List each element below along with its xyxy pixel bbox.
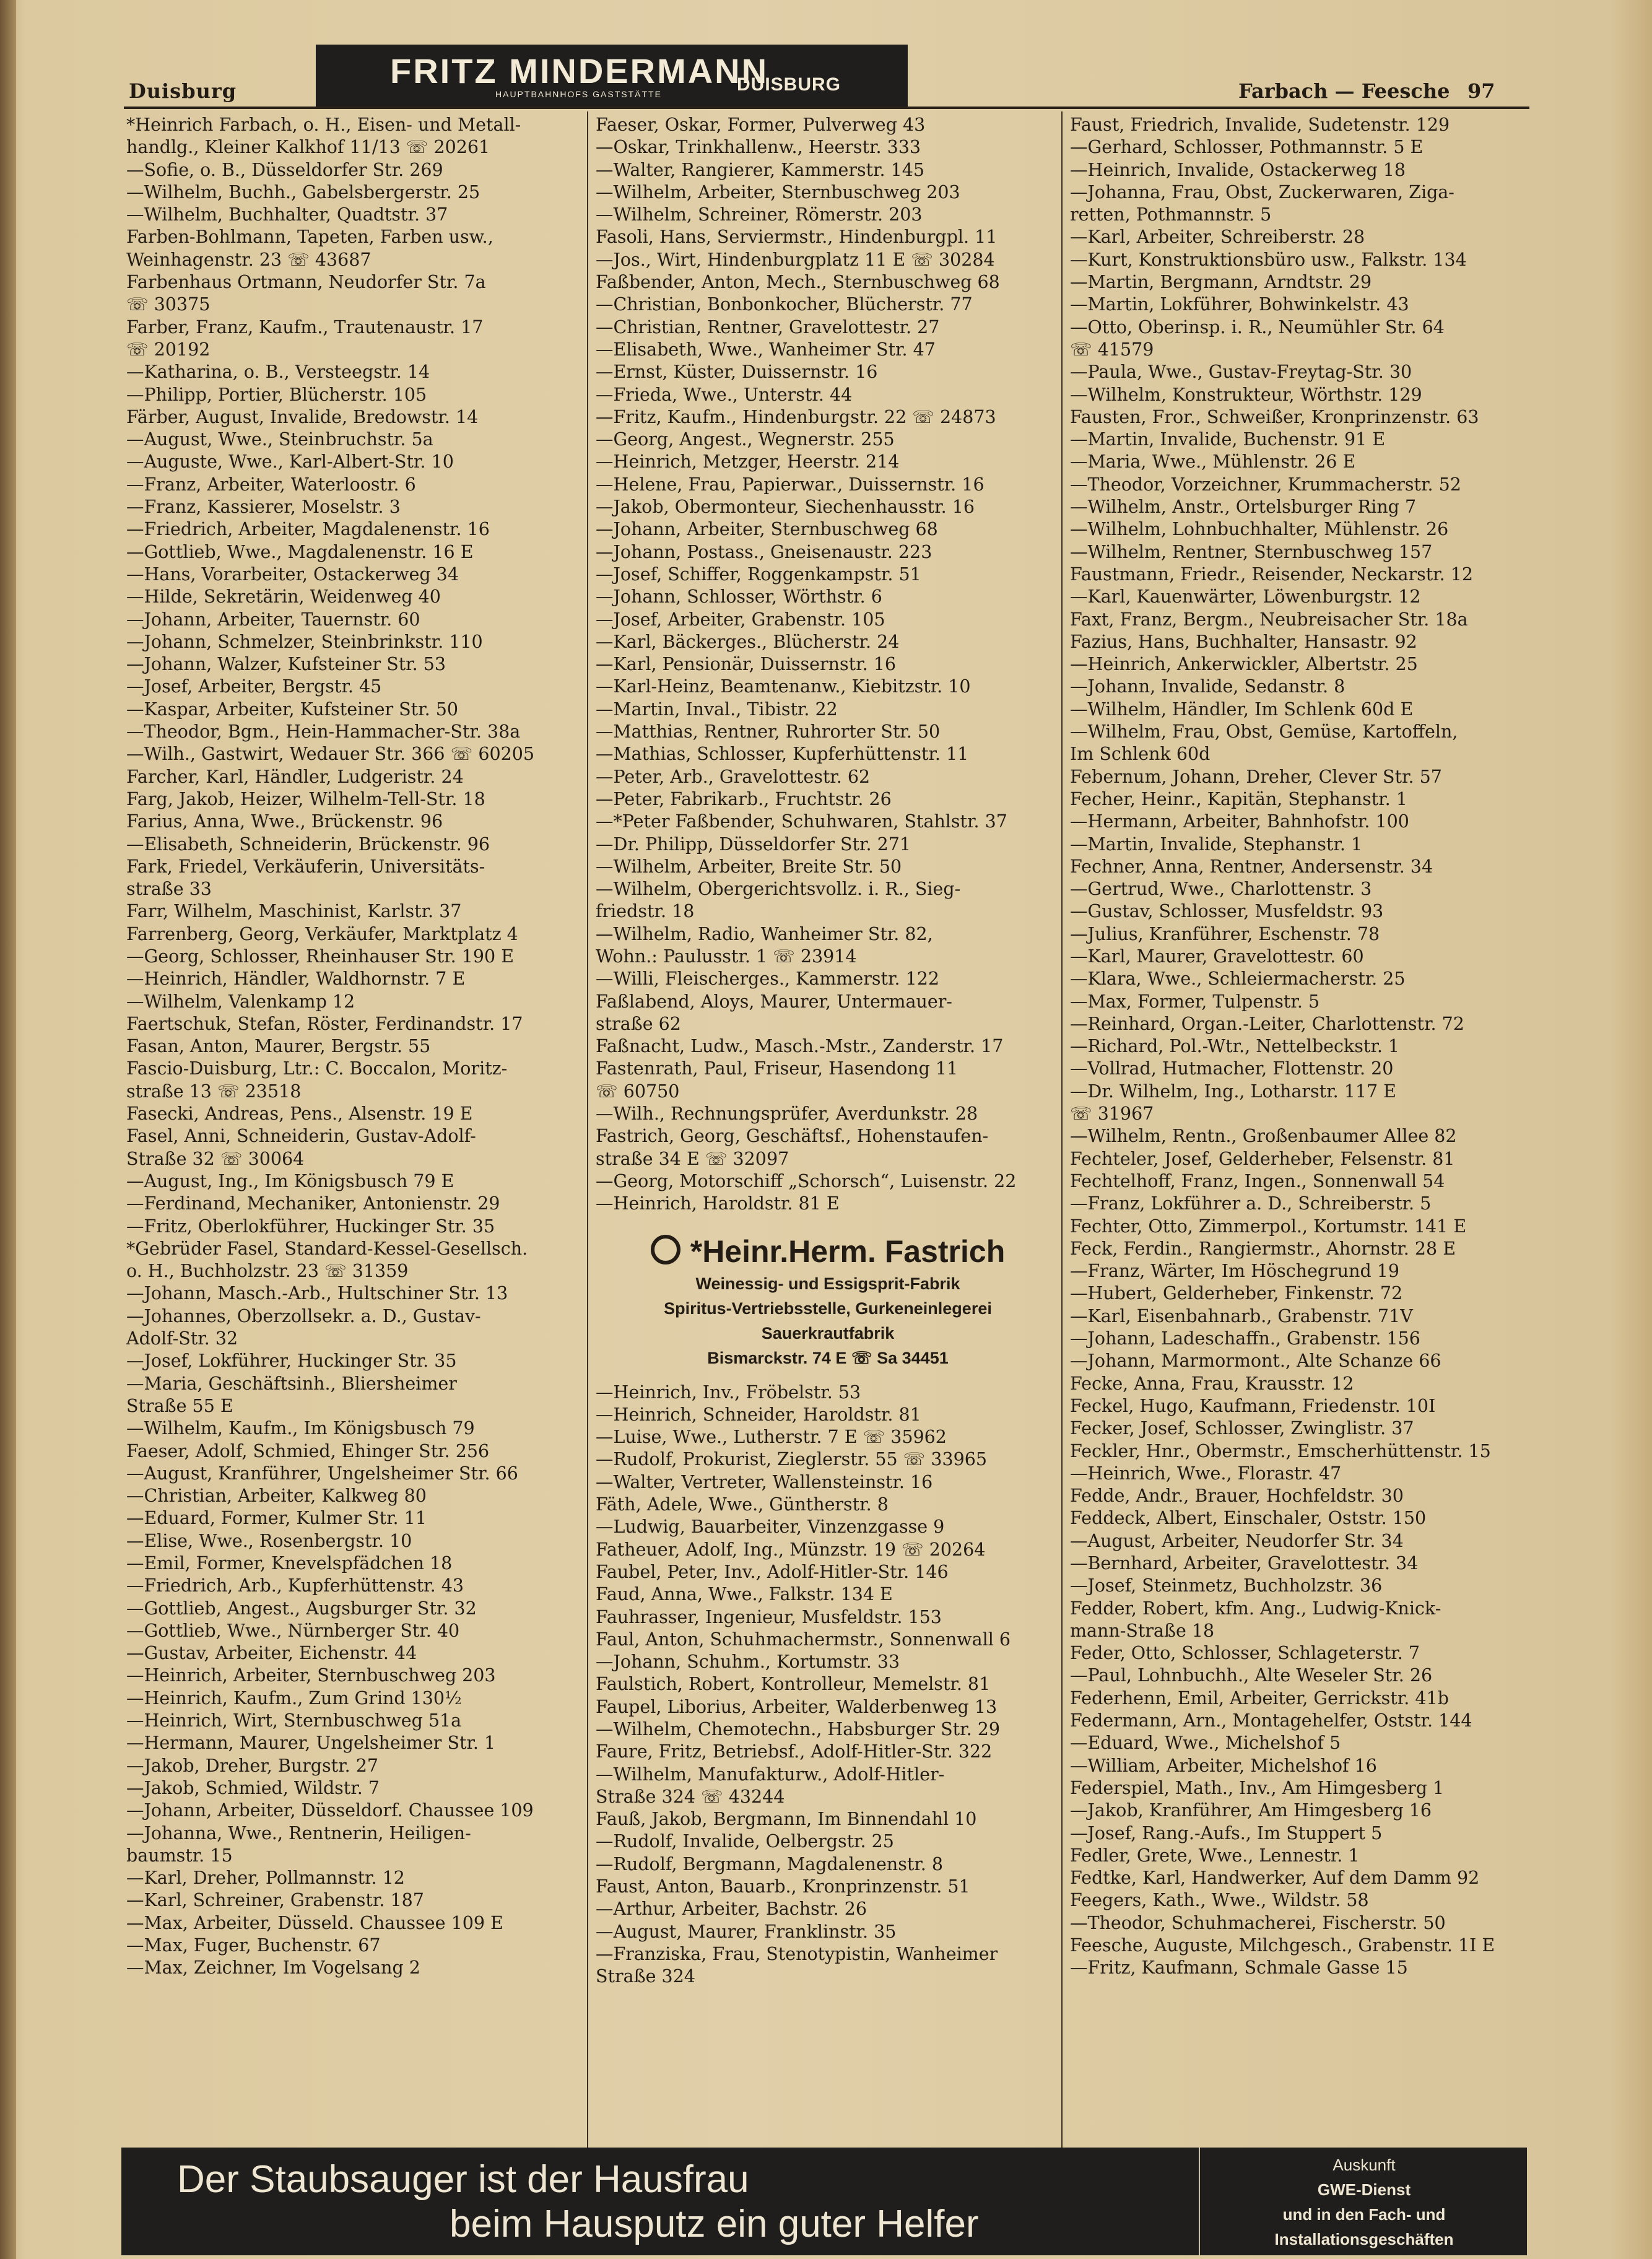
- directory-entry-line: —Gottlieb, Wwe., Nürnberger Str. 40: [126, 1620, 460, 1641]
- directory-entry-line: —Christian, Arbeiter, Kalkweg 80: [126, 1486, 427, 1507]
- directory-entry-line: —Kurt, Konstruktionsbüro usw., Falkstr. 134: [1070, 249, 1467, 270]
- directory-entry-line: —Max, Arbeiter, Düsseld. Chaussee 109 E: [126, 1912, 503, 1933]
- column-2-entries-bottom: [596, 1382, 1060, 1988]
- directory-entry-line: —August, Wwe., Steinbruchstr. 5a: [126, 429, 433, 450]
- directory-entry-line: —Mathias, Schlosser, Kupferhüttenstr. 11: [596, 744, 969, 765]
- directory-entry-line: Fazius, Hans, Buchhalter, Hansastr. 92: [1070, 631, 1417, 652]
- directory-entry-line: —Wilhelm, Lohnbuchhalter, Mühlenstr. 26: [1070, 519, 1449, 540]
- directory-entry-line: Fauhrasser, Ingenieur, Musfeldstr. 153: [596, 1606, 942, 1627]
- directory-entry-line: —Martin, Bergmann, Arndtstr. 29: [1070, 272, 1372, 293]
- directory-entry-line: —Hubert, Gelderheber, Finkenstr. 72: [1070, 1283, 1403, 1304]
- column-divider: [1061, 111, 1063, 2192]
- directory-entry-line: —Gustav, Arbeiter, Eichenstr. 44: [126, 1643, 417, 1664]
- directory-entry-line: Straße 324: [596, 1966, 695, 1987]
- directory-entry-line: —Heinrich, Schneider, Haroldstr. 81: [596, 1404, 921, 1425]
- running-head-city: Duisburg: [129, 79, 237, 103]
- directory-entry-line: —Karl, Eisenbahnarb., Grabenstr. 71V: [1070, 1305, 1413, 1326]
- directory-entry-line: Feddeck, Albert, Einschaler, Oststr. 150: [1070, 1508, 1427, 1529]
- directory-entry-line: —Wilhelm, Händler, Im Schlenk 60d E: [1070, 699, 1414, 720]
- directory-entry-line: —August, Arbeiter, Neudorfer Str. 34: [1070, 1530, 1404, 1551]
- ad-slogan-line-2: beim Hausputz ein guter Helfer: [450, 2203, 979, 2245]
- directory-entry-line: ☏ 60750: [596, 1081, 680, 1102]
- directory-entry-line: Fedder, Robert, kfm. Ang., Ludwig-Knick-: [1070, 1598, 1441, 1619]
- directory-entry-line: baumstr. 15: [126, 1845, 233, 1866]
- directory-entry-line: —Reinhard, Organ.-Leiter, Charlottenstr. 72: [1070, 1013, 1464, 1034]
- directory-entry-line: Faulstich, Robert, Kontrolleur, Memelstr. 81: [596, 1674, 991, 1695]
- directory-entry-line: straße 62: [596, 1013, 681, 1034]
- directory-entry-line: —Heinrich, Metzger, Heerstr. 214: [596, 451, 900, 472]
- directory-entry-line: Fark, Friedel, Verkäuferin, Universitäts-: [126, 856, 485, 877]
- directory-entry-line: —Sofie, o. B., Düsseldorfer Str. 269: [126, 159, 443, 180]
- directory-entry-line: —Martin, Lokführer, Bohwinkelstr. 43: [1070, 294, 1409, 315]
- directory-entry-line: —Josef, Schiffer, Roggenkampstr. 51: [596, 564, 921, 585]
- directory-entry-line: —Willi, Fleischerges., Kammerstr. 122: [596, 968, 939, 990]
- directory-entry-line: —Elisabeth, Wwe., Wanheimer Str. 47: [596, 339, 936, 360]
- directory-entry-line: mann-Straße 18: [1070, 1620, 1215, 1641]
- directory-entry-line: Faertschuk, Stefan, Röster, Ferdinandstr. 17: [126, 1013, 523, 1034]
- directory-entry-line: —Kaspar, Arbeiter, Kufsteiner Str. 50: [126, 699, 459, 720]
- directory-entry-line: —Auguste, Wwe., Karl-Albert-Str. 10: [126, 451, 454, 472]
- directory-entry-line: —Wilhelm, Buchh., Gabelsbergerstr. 25: [126, 181, 480, 202]
- directory-entry-line: retten, Pothmannstr. 5: [1070, 204, 1272, 225]
- directory-entry-line: —Heinrich, Arbeiter, Sternbuschweg 203: [126, 1665, 496, 1686]
- fastrich-ad-address: Bismarckstr. 74 E ☏ Sa 34451: [707, 1348, 949, 1367]
- directory-entry-line: Faustmann, Friedr., Reisender, Neckarstr. 12: [1070, 564, 1474, 585]
- directory-entry-line: —Wilhelm, Konstrukteur, Wörthstr. 129: [1070, 384, 1422, 405]
- directory-entry-line: —Wilhelm, Obergerichtsvollz. i. R., Sieg-: [596, 879, 961, 900]
- directory-entry-line: —Friedrich, Arbeiter, Magdalenenstr. 16: [126, 519, 490, 540]
- directory-entry-line: —Theodor, Bgm., Hein-Hammacher-Str. 38a: [126, 721, 521, 742]
- directory-entry-line: —Jakob, Schmied, Wildstr. 7: [126, 1777, 380, 1798]
- ad-info-line: Installationsgeschäften: [1274, 2230, 1454, 2248]
- directory-entry-line: —Karl, Maurer, Gravelottestr. 60: [1070, 946, 1364, 967]
- directory-entry-line: —Johann, Invalide, Sedanstr. 8: [1070, 676, 1346, 697]
- directory-entry-line: —Gustav, Schlosser, Musfeldstr. 93: [1070, 901, 1384, 922]
- directory-entry-line: Faure, Fritz, Betriebsf., Adolf-Hitler-Str. 322: [596, 1741, 993, 1762]
- fastrich-ad-line: Spiritus-Vertriebsstelle, Gurkeneinlegerei: [664, 1299, 992, 1318]
- directory-entry-line: handlg., Kleiner Kalkhof 11/13 ☏ 20261: [126, 137, 490, 158]
- directory-entry-line: Feesche, Auguste, Milchgesch., Grabenstr. 1I E: [1070, 1935, 1495, 1956]
- directory-entry-line: Farg, Jakob, Heizer, Wilhelm-Tell-Str. 18: [126, 788, 485, 809]
- directory-entry-line: —August, Kranführer, Ungelsheimer Str. 66: [126, 1463, 518, 1484]
- directory-entry-line: —Elisabeth, Schneiderin, Brückenstr. 96: [126, 834, 490, 855]
- directory-entry-line: —Christian, Bonbonkocher, Blücherstr. 77: [596, 294, 973, 315]
- banner-subtitle: HAUPTBAHNHOFS GASTSTÄTTE: [495, 89, 662, 99]
- directory-entry-line: —Eduard, Wwe., Michelshof 5: [1070, 1733, 1341, 1754]
- directory-entry-line: friedstr. 18: [596, 901, 695, 922]
- directory-entry-line: —Josef, Lokführer, Huckinger Str. 35: [126, 1351, 457, 1372]
- directory-entry-line: —Karl, Bäckerges., Blücherstr. 24: [596, 631, 900, 652]
- directory-entry-line: —Johann, Postass., Gneisenaustr. 223: [596, 541, 933, 562]
- directory-entry-line: Wohn.: Paulusstr. 1 ☏ 23914: [596, 946, 857, 967]
- directory-entry-line: Faeser, Adolf, Schmied, Ehinger Str. 256: [126, 1440, 490, 1461]
- directory-entry-line: Im Schlenk 60d: [1070, 744, 1211, 765]
- directory-entry-line: Faßbender, Anton, Mech., Sternbuschweg 68: [596, 272, 1000, 293]
- directory-entry-line: Faxt, Franz, Bergm., Neubreisacher Str. 18a: [1070, 609, 1468, 630]
- vacuum-cleaner-advertisement: [121, 2148, 1527, 2255]
- directory-entry-line: —Hermann, Maurer, Ungelsheimer Str. 1: [126, 1733, 496, 1754]
- directory-entry-line: Febernum, Johann, Dreher, Clever Str. 57: [1070, 766, 1442, 787]
- directory-entry-line: —Matthias, Rentner, Ruhrorter Str. 50: [596, 721, 941, 742]
- directory-entry-line: —Dr. Wilhelm, Ing., Lotharstr. 117 E: [1070, 1081, 1396, 1102]
- directory-entry-line: —Karl, Arbeiter, Schreiberstr. 28: [1070, 227, 1365, 248]
- fastrich-ad-title: *Heinr.Herm. Fastrich: [690, 1234, 1006, 1269]
- directory-entry-line: —Fritz, Kaufmann, Schmale Gasse 15: [1070, 1957, 1408, 1978]
- directory-entry-line: —Arthur, Arbeiter, Bachstr. 26: [596, 1899, 867, 1920]
- directory-entry-line: Straße 32 ☏ 30064: [126, 1148, 305, 1169]
- directory-entry-line: Farben-Bohlmann, Tapeten, Farben usw.,: [126, 227, 493, 248]
- directory-entry-line: —Rudolf, Bergmann, Magdalenenstr. 8: [596, 1853, 944, 1874]
- directory-entry-line: —Georg, Angest., Wegnerstr. 255: [596, 429, 895, 450]
- directory-entry-line: Feder, Otto, Schlosser, Schlageterstr. 7: [1070, 1643, 1420, 1664]
- directory-entry-line: —Max, Former, Tulpenstr. 5: [1070, 991, 1320, 1012]
- directory-entry-line: —Richard, Pol.-Wtr., Nettelbeckstr. 1: [1070, 1036, 1400, 1057]
- directory-entry-line: Faust, Friedrich, Invalide, Sudetenstr. 129: [1070, 115, 1450, 135]
- directory-entry-line: Farius, Anna, Wwe., Brückenstr. 96: [126, 811, 443, 832]
- fastrich-ad-line: Sauerkrautfabrik: [761, 1323, 895, 1343]
- ad-info-line: GWE-Dienst: [1317, 2180, 1411, 2199]
- directory-entry-line: —Helene, Frau, Papierwar., Duissernstr. 16: [596, 474, 985, 495]
- directory-entry-line: —Wilhelm, Radio, Wanheimer Str. 82,: [596, 923, 933, 944]
- directory-entry-line: —Wilhelm, Manufakturw., Adolf-Hitler-: [596, 1764, 945, 1785]
- directory-entry-line: ☏ 30375: [126, 294, 211, 315]
- directory-entry-line: —Johann, Ladeschaffn., Grabenstr. 156: [1070, 1328, 1420, 1349]
- directory-entry-line: —Martin, Inval., Tibistr. 22: [596, 699, 838, 720]
- fastrich-ad-line: Weinessig- und Essigsprit-Fabrik: [695, 1274, 960, 1293]
- directory-entry-line: —Josef, Steinmetz, Buchholzstr. 36: [1070, 1575, 1383, 1596]
- directory-entry-line: Fecker, Josef, Schlosser, Zwinglistr. 37: [1070, 1418, 1414, 1439]
- directory-entry-line: —Heinrich, Inv., Fröbelstr. 53: [596, 1382, 861, 1403]
- directory-entry-line: Faud, Anna, Wwe., Falkstr. 134 E: [596, 1584, 893, 1605]
- directory-entry-line: —Heinrich, Wirt, Sternbuschweg 51a: [126, 1710, 462, 1731]
- directory-entry-line: Faupel, Liborius, Arbeiter, Walderbenweg 13: [596, 1696, 998, 1717]
- directory-entry-line: —Heinrich, Händler, Waldhornstr. 7 E: [126, 968, 466, 990]
- directory-entry-line: —Christian, Rentner, Gravelottestr. 27: [596, 316, 940, 337]
- directory-entry-line: Faßnacht, Ludw., Masch.-Mstr., Zanderstr. 17: [596, 1036, 1004, 1057]
- directory-entry-line: —Georg, Motorschiff „Schorsch“, Luisenstr. 22: [596, 1170, 1017, 1191]
- directory-entry-line: —Oskar, Trinkhallenw., Heerstr. 333: [596, 137, 921, 158]
- directory-entry-line: —Johann, Walzer, Kufsteiner Str. 53: [126, 654, 446, 675]
- directory-entry-line: —Gottlieb, Wwe., Magdalenenstr. 16 E: [126, 541, 474, 562]
- directory-entry-line: Fedde, Andr., Brauer, Hochfeldstr. 30: [1070, 1486, 1404, 1507]
- directory-entry-line: —Karl, Schreiner, Grabenstr. 187: [126, 1890, 424, 1911]
- directory-entry-line: —Gertrud, Wwe., Charlottenstr. 3: [1070, 879, 1372, 900]
- directory-entry-line: Faust, Anton, Bauarb., Kronprinzenstr. 51: [596, 1876, 970, 1897]
- directory-entry-line: —Heinrich, Ankerwickler, Albertstr. 25: [1070, 654, 1418, 675]
- directory-entry-line: ☏ 41579: [1070, 339, 1154, 360]
- directory-entry-line: —Johannes, Oberzollsekr. a. D., Gustav-: [126, 1305, 481, 1326]
- directory-entry-line: —Katharina, o. B., Versteegstr. 14: [126, 362, 430, 383]
- directory-entry-line: Straße 55 E: [126, 1395, 233, 1416]
- directory-entry-line: —August, Ing., Im Königsbusch 79 E: [126, 1170, 454, 1191]
- directory-entry-line: —Jakob, Dreher, Burgstr. 27: [126, 1755, 379, 1776]
- directory-entry-line: —*Peter Faßbender, Schuhwaren, Stahlstr. 37: [596, 811, 1007, 832]
- directory-entry-line: —Walter, Vertreter, Wallensteinstr. 16: [596, 1471, 933, 1492]
- directory-entry-line: —Josef, Rang.-Aufs., Im Stuppert 5: [1070, 1822, 1383, 1843]
- directory-entry-line: Federmann, Arn., Montagehelfer, Oststr. 144: [1070, 1710, 1472, 1731]
- directory-entry-line: Straße 324 ☏ 43244: [596, 1786, 785, 1807]
- directory-entry-line: —Josef, Arbeiter, Grabenstr. 105: [596, 609, 885, 630]
- directory-entry-line: —Maria, Wwe., Mühlenstr. 26 E: [1070, 451, 1356, 472]
- header-rule: [124, 107, 1529, 109]
- directory-entry-line: straße 34 E ☏ 32097: [596, 1148, 789, 1169]
- directory-entry-line: —Theodor, Schuhmacherei, Fischerstr. 50: [1070, 1912, 1446, 1933]
- directory-entry-line: —Wilhelm, Rentn., Großenbaumer Allee 82: [1070, 1126, 1457, 1147]
- directory-entry-line: —Karl-Heinz, Beamtenanw., Kiebitzstr. 10: [596, 676, 971, 697]
- directory-entry-line: —Max, Fuger, Buchenstr. 67: [126, 1935, 381, 1956]
- directory-entry-line: —Jakob, Obermonteur, Siechenhausstr. 16: [596, 497, 975, 518]
- directory-entry-line: —Maria, Geschäftsinh., Bliersheimer: [126, 1373, 457, 1394]
- directory-entry-line: Fecher, Heinr., Kapitän, Stephanstr. 1: [1070, 788, 1407, 809]
- directory-entry-line: —Paul, Lohnbuchh., Alte Weseler Str. 26: [1070, 1665, 1433, 1686]
- banner-city: DUISBURG: [737, 74, 841, 95]
- directory-entry-line: —Gottlieb, Angest., Augsburger Str. 32: [126, 1598, 477, 1619]
- directory-entry-line: —Johann, Schuhm., Kortumstr. 33: [596, 1652, 900, 1673]
- directory-entry-line: Fauß, Jakob, Bergmann, Im Binnendahl 10: [596, 1809, 977, 1830]
- directory-entry-line: Fatheuer, Adolf, Ing., Münzstr. 19 ☏ 20264: [596, 1539, 986, 1560]
- directory-entry-line: ☏ 20192: [126, 339, 211, 360]
- directory-entry-line: Fastenrath, Paul, Friseur, Hasendong 11: [596, 1058, 959, 1079]
- directory-entry-line: Farrenberg, Georg, Verkäufer, Marktplatz 4: [126, 923, 518, 944]
- directory-entry-line: Farr, Wilhelm, Maschinist, Karlstr. 37: [126, 901, 462, 922]
- directory-entry-line: —Peter, Arb., Gravelottestr. 62: [596, 766, 871, 787]
- directory-entry-line: —Rudolf, Prokurist, Zieglerstr. 55 ☏ 33965: [596, 1449, 988, 1470]
- directory-entry-line: —Franz, Kassierer, Moselstr. 3: [126, 497, 401, 518]
- directory-entry-line: —Wilhelm, Kaufm., Im Königsbusch 79: [126, 1418, 475, 1439]
- directory-entry-line: —Walter, Rangierer, Kammerstr. 145: [596, 159, 925, 180]
- directory-entry-line: —Julius, Kranführer, Eschenstr. 78: [1070, 923, 1380, 944]
- directory-entry-line: Federspiel, Math., Inv., Am Himgesberg 1: [1070, 1777, 1445, 1798]
- page-binding: [0, 0, 16, 2259]
- ad-info-box: [1199, 2148, 1528, 2255]
- directory-entry-line: —Wilhelm, Rentner, Sternbuschweg 157: [1070, 541, 1433, 562]
- directory-entry-line: —Johann, Arbeiter, Düsseldorf. Chaussee 109: [126, 1800, 534, 1821]
- directory-entry-line: —Franz, Arbeiter, Waterloostr. 6: [126, 474, 416, 495]
- directory-entry-line: —Fritz, Oberlokführer, Huckinger Str. 35: [126, 1216, 495, 1237]
- directory-entry-line: —Heinrich, Kaufm., Zum Grind 130½: [126, 1687, 462, 1708]
- directory-entry-line: straße 13 ☏ 23518: [126, 1081, 302, 1102]
- directory-entry-line: —Ludwig, Bauarbeiter, Vinzenzgasse 9: [596, 1517, 945, 1538]
- directory-entry-line: *Gebrüder Fasel, Standard-Kessel-Gesellsch.: [126, 1238, 528, 1259]
- directory-entry-line: Faeser, Oskar, Former, Pulverweg 43: [596, 115, 926, 135]
- directory-entry-line: Fechtelhoff, Franz, Ingen., Sonnenwall 54: [1070, 1170, 1445, 1191]
- directory-entry-line: —Dr. Philipp, Düsseldorfer Str. 271: [596, 834, 911, 855]
- directory-entry-line: —Johann, Schlosser, Wörthstr. 6: [596, 586, 882, 607]
- directory-entry-line: —Rudolf, Invalide, Oelbergstr. 25: [596, 1831, 894, 1852]
- directory-entry-line: —Luise, Wwe., Lutherstr. 7 E ☏ 35962: [596, 1427, 947, 1448]
- directory-entry-line: —Theodor, Vorzeichner, Krummacherstr. 52: [1070, 474, 1461, 495]
- banner-name: FRITZ MINDERMANN: [390, 51, 769, 90]
- directory-entry-line: Fecke, Anna, Frau, Krausstr. 12: [1070, 1373, 1354, 1394]
- directory-entry-line: —Bernhard, Arbeiter, Gravelottestr. 34: [1070, 1553, 1419, 1573]
- directory-entry-line: Fascio-Duisburg, Ltr.: C. Boccalon, Moritz-: [126, 1058, 508, 1079]
- directory-entry-line: —Josef, Arbeiter, Bergstr. 45: [126, 676, 382, 697]
- directory-entry-line: —Wilhelm, Buchhalter, Quadtstr. 37: [126, 204, 448, 225]
- directory-entry-line: Faubel, Peter, Inv., Adolf-Hitler-Str. 146: [596, 1561, 949, 1582]
- directory-entry-line: Fechner, Anna, Rentner, Andersenstr. 34: [1070, 856, 1433, 877]
- directory-entry-line: Fedtke, Karl, Handwerker, Auf dem Damm 92: [1070, 1868, 1480, 1889]
- directory-entry-line: —Vollrad, Hutmacher, Flottenstr. 20: [1070, 1058, 1394, 1079]
- directory-entry-line: —Wilhelm, Frau, Obst, Gemüse, Kartoffeln,: [1070, 721, 1458, 742]
- directory-entry-line: —Fritz, Kaufm., Hindenburgstr. 22 ☏ 24873: [596, 406, 996, 427]
- directory-entry-line: —Franziska, Frau, Stenotypistin, Wanheimer: [596, 1943, 998, 1964]
- directory-entry-line: Feckler, Hnr., Obermstr., Emscherhüttenstr. 15: [1070, 1440, 1491, 1461]
- directory-entry-line: Weinhagenstr. 23 ☏ 43687: [126, 249, 372, 270]
- directory-entry-line: —Georg, Schlosser, Rheinhauser Str. 190 E: [126, 946, 514, 967]
- directory-entry-line: —Martin, Invalide, Buchenstr. 91 E: [1070, 429, 1386, 450]
- directory-entry-line: Fasecki, Andreas, Pens., Alsenstr. 19 E: [126, 1103, 473, 1125]
- directory-entry-line: Fastrich, Georg, Geschäftsf., Hohenstaufen-: [596, 1126, 989, 1147]
- directory-entry-line: Feckel, Hugo, Kaufmann, Friedenstr. 10I: [1070, 1395, 1436, 1416]
- directory-entry-line: —Wilhelm, Anstr., Ortelsburger Ring 7: [1070, 497, 1417, 518]
- directory-column-2: [596, 114, 1060, 1988]
- directory-entry-line: Feck, Ferdin., Rangiermstr., Ahornstr. 28 E: [1070, 1238, 1456, 1259]
- directory-entry-line: —Heinrich, Haroldstr. 81 E: [596, 1193, 840, 1214]
- directory-entry-line: —Johanna, Frau, Obst, Zuckerwaren, Ziga-: [1070, 181, 1454, 202]
- directory-entry-line: Fausten, Fror., Schweißer, Kronprinzenstr. 63: [1070, 406, 1479, 427]
- directory-entry-line: —Max, Zeichner, Im Vogelsang 2: [126, 1957, 420, 1978]
- directory-entry-line: —Paula, Wwe., Gustav-Freytag-Str. 30: [1070, 362, 1412, 383]
- page-number: 97: [1467, 79, 1495, 103]
- directory-entry-line: —Heinrich, Wwe., Florastr. 47: [1070, 1463, 1342, 1484]
- directory-entry-line: —Emil, Former, Knevelspfädchen 18: [126, 1553, 453, 1573]
- directory-entry-line: —Philipp, Portier, Blücherstr. 105: [126, 384, 427, 405]
- directory-entry-line: —Gerhard, Schlosser, Pothmannstr. 5 E: [1070, 137, 1424, 158]
- directory-entry-line: Fechter, Otto, Zimmerpol., Kortumstr. 141 E: [1070, 1216, 1467, 1237]
- directory-entry-line: —Franz, Lokführer a. D., Schreiberstr. 5: [1070, 1193, 1432, 1214]
- directory-entry-line: —Hans, Vorarbeiter, Ostackerweg 34: [126, 564, 459, 585]
- directory-entry-line: —Heinrich, Invalide, Ostackerweg 18: [1070, 159, 1406, 180]
- directory-entry-line: —Johann, Masch.-Arb., Hultschiner Str. 13: [126, 1283, 508, 1304]
- directory-entry-line: —Hilde, Sekretärin, Weidenweg 40: [126, 586, 441, 607]
- directory-entry-line: Fedler, Grete, Wwe., Lennestr. 1: [1070, 1845, 1360, 1866]
- directory-entry-line: Fasel, Anni, Schneiderin, Gustav-Adolf-: [126, 1126, 476, 1147]
- directory-entry-line: Farbenhaus Ortmann, Neudorfer Str. 7a: [126, 272, 486, 293]
- directory-entry-line: —Klara, Wwe., Schleiermacherstr. 25: [1070, 968, 1406, 990]
- directory-entry-line: —Friedrich, Arb., Kupferhüttenstr. 43: [126, 1575, 464, 1596]
- directory-entry-line: —August, Maurer, Franklinstr. 35: [596, 1921, 897, 1942]
- directory-entry-line: —Wilhelm, Schreiner, Römerstr. 203: [596, 204, 923, 225]
- directory-entry-line: —Hermann, Arbeiter, Bahnhofstr. 100: [1070, 811, 1409, 832]
- directory-entry-line: —Eduard, Former, Kulmer Str. 11: [126, 1508, 427, 1529]
- directory-entry-line: —Jakob, Kranführer, Am Himgesberg 16: [1070, 1800, 1432, 1821]
- directory-entry-line: —Wilh., Gastwirt, Wedauer Str. 366 ☏ 60205: [126, 744, 534, 765]
- directory-entry-line: —Karl, Kauenwärter, Löwenburgstr. 12: [1070, 586, 1421, 607]
- directory-entry-line: Adolf-Str. 32: [126, 1328, 238, 1349]
- directory-entry-line: —William, Arbeiter, Michelshof 16: [1070, 1755, 1377, 1776]
- directory-entry-line: Fechteler, Josef, Gelderheber, Felsenstr. 81: [1070, 1148, 1455, 1169]
- directory-entry-line: —Wilhelm, Arbeiter, Sternbuschweg 203: [596, 181, 960, 202]
- ad-slogan-line-1: Der Staubsauger ist der Hausfrau: [177, 2158, 749, 2201]
- directory-entry-line: Federhenn, Emil, Arbeiter, Gerrickstr. 41b: [1070, 1687, 1449, 1708]
- directory-entry-line: o. H., Buchholzstr. 23 ☏ 31359: [126, 1261, 409, 1282]
- directory-entry-line: —Franz, Wärter, Im Höschegrund 19: [1070, 1261, 1400, 1282]
- column-2-entries-top: [596, 114, 1060, 1216]
- directory-entry-line: —Johann, Arbeiter, Tauernstr. 60: [126, 609, 420, 630]
- directory-entry-line: Faßlabend, Aloys, Maurer, Untermauer-: [596, 991, 952, 1012]
- header-advertisement-banner: [316, 45, 908, 107]
- directory-entry-line: Fasoli, Hans, Serviermstr., Hindenburgpl. 11: [596, 227, 998, 248]
- directory-entry-line: Faul, Anton, Schuhmachermstr., Sonnenwall 6: [596, 1629, 1011, 1650]
- directory-entry-line: —Martin, Invalide, Stephanstr. 1: [1070, 834, 1363, 855]
- directory-entry-line: Färber, August, Invalide, Bredowstr. 14: [126, 406, 479, 427]
- running-head-range: Farbach — Feesche: [1238, 79, 1450, 103]
- fastrich-advertisement: [596, 1232, 1060, 1370]
- directory-entry-line: —Johanna, Wwe., Rentnerin, Heiligen-: [126, 1822, 471, 1843]
- directory-column-3: [1070, 114, 1534, 1980]
- directory-entry-line: —Karl, Pensionär, Duissernstr. 16: [596, 654, 896, 675]
- directory-entry-line: Feegers, Kath., Wwe., Wildstr. 58: [1070, 1890, 1369, 1911]
- directory-entry-line: —Wilhelm, Chemotechn., Habsburger Str. 29: [596, 1719, 1000, 1739]
- directory-entry-line: ☏ 31967: [1070, 1103, 1154, 1125]
- directory-entry-line: Fäth, Adele, Wwe., Güntherstr. 8: [596, 1494, 889, 1515]
- directory-entry-line: —Johann, Marmormont., Alte Schanze 66: [1070, 1351, 1441, 1372]
- directory-entry-line: straße 33: [126, 879, 212, 900]
- directory-entry-line: Fasan, Anton, Maurer, Bergstr. 55: [126, 1036, 431, 1057]
- ad-info-line: Auskunft: [1332, 2156, 1396, 2174]
- directory-entry-line: Farber, Franz, Kaufm., Trautenaustr. 17: [126, 316, 484, 337]
- directory-entry-line: —Frieda, Wwe., Unterstr. 44: [596, 384, 853, 405]
- directory-entry-line: —Wilhelm, Valenkamp 12: [126, 991, 355, 1012]
- directory-entry-line: —Johann, Arbeiter, Sternbuschweg 68: [596, 519, 938, 540]
- directory-entry-line: —Otto, Oberinsp. i. R., Neumühler Str. 64: [1070, 316, 1445, 337]
- directory-entry-line: —Karl, Dreher, Pollmannstr. 12: [126, 1868, 405, 1889]
- directory-entry-line: —Jos., Wirt, Hindenburgplatz 11 E ☏ 30284: [596, 249, 995, 270]
- directory-entry-line: —Peter, Fabrikarb., Fruchtstr. 26: [596, 788, 892, 809]
- directory-entry-line: —Johann, Schmelzer, Steinbrinkstr. 110: [126, 631, 483, 652]
- directory-entry-line: —Ernst, Küster, Duissernstr. 16: [596, 362, 878, 383]
- ad-info-line: und in den Fach- und: [1282, 2205, 1446, 2224]
- directory-column-1: [126, 114, 591, 1980]
- directory-entry-line: —Ferdinand, Mechaniker, Antonienstr. 29: [126, 1193, 500, 1214]
- directory-entry-line: *Heinrich Farbach, o. H., Eisen- und Metall-: [126, 115, 521, 135]
- fastrich-logo-icon: [651, 1235, 680, 1264]
- directory-entry-line: Farcher, Karl, Händler, Ludgeristr. 24: [126, 766, 464, 787]
- directory-entry-line: —Wilhelm, Arbeiter, Breite Str. 50: [596, 856, 902, 877]
- directory-entry-line: —Elise, Wwe., Rosenbergstr. 10: [126, 1530, 412, 1551]
- directory-entry-line: —Wilh., Rechnungsprüfer, Averdunkstr. 28: [596, 1103, 978, 1125]
